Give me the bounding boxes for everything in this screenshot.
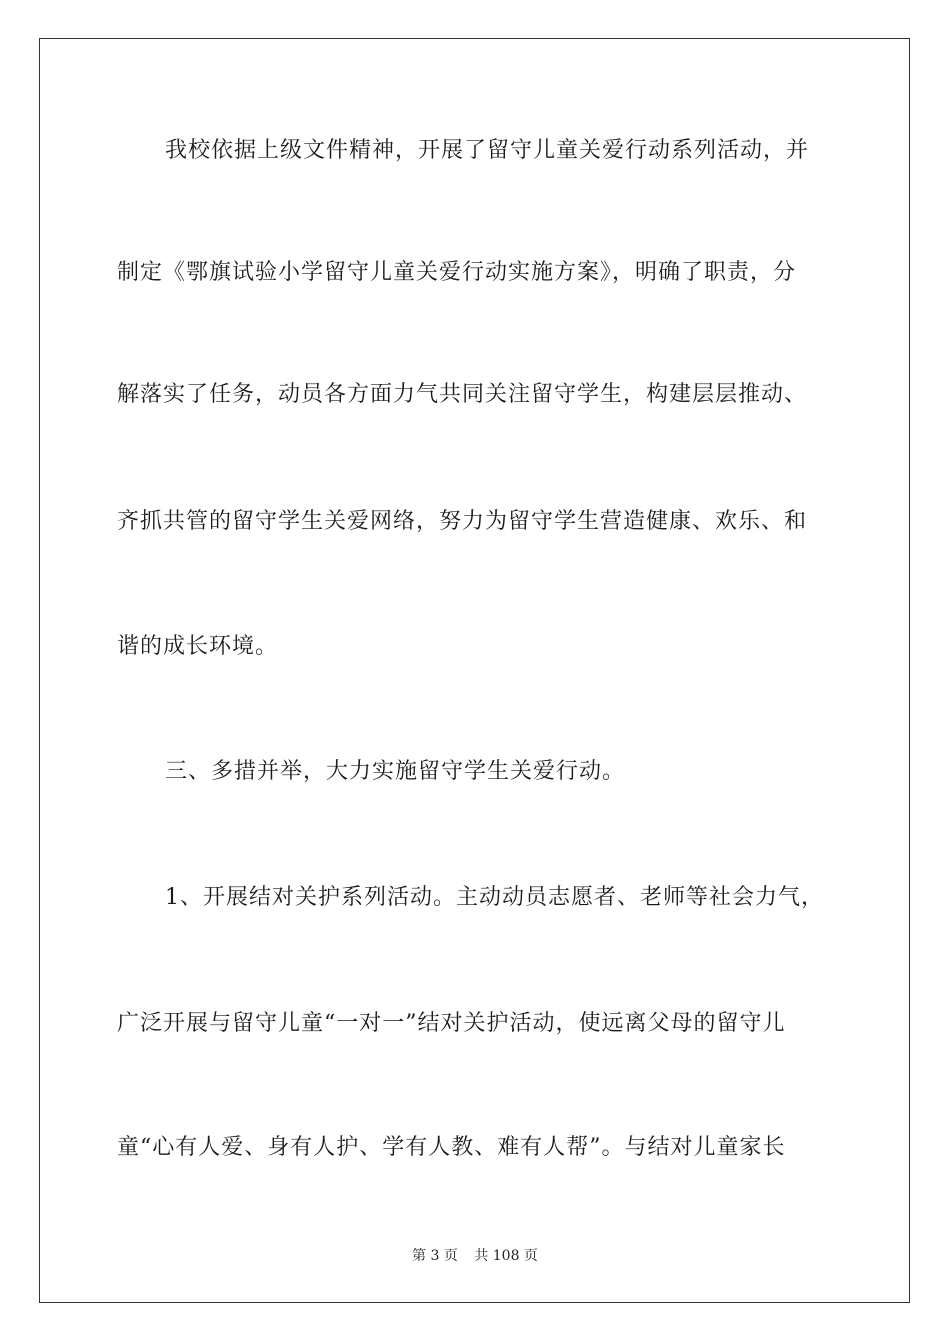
- paragraph-line-7: 1、开展结对关护系列活动。主动动员志愿者、老师等社会力气，: [165, 885, 824, 910]
- paragraph-line-4: 齐抓共管的留守学生关爱网络，努力为留守学生营造健康、欢乐、和: [117, 509, 808, 534]
- page-number: 第 3 页: [412, 1248, 458, 1264]
- section-heading: 三、多措并举，大力实施留守学生关爱行动。: [165, 759, 626, 784]
- paragraph-line-5: 谐的成长环境。: [117, 634, 279, 659]
- paragraph-line-1: 我校依据上级文件精神，开展了留守儿童关爱行动系列活动，并: [165, 138, 810, 163]
- paragraph-line-3: 解落实了任务，动员各方面力气共同关注留守学生，构建层层推动、: [117, 382, 808, 407]
- page-total: 共 108 页: [474, 1248, 538, 1264]
- page-footer: [0, 1247, 950, 1265]
- page-border: [39, 38, 910, 1303]
- paragraph-line-2: 制定《鄂旗试验小学留守儿童关爱行动实施方案》，明确了职责，分: [117, 260, 797, 285]
- paragraph-line-9: 童“心有人爱、身有人护、学有人教、难有人帮”。与结对儿童家长: [117, 1135, 786, 1160]
- paragraph-line-8: 广泛开展与留守儿童“一对一”结对关护活动，使远离父母的留守儿: [117, 1011, 786, 1036]
